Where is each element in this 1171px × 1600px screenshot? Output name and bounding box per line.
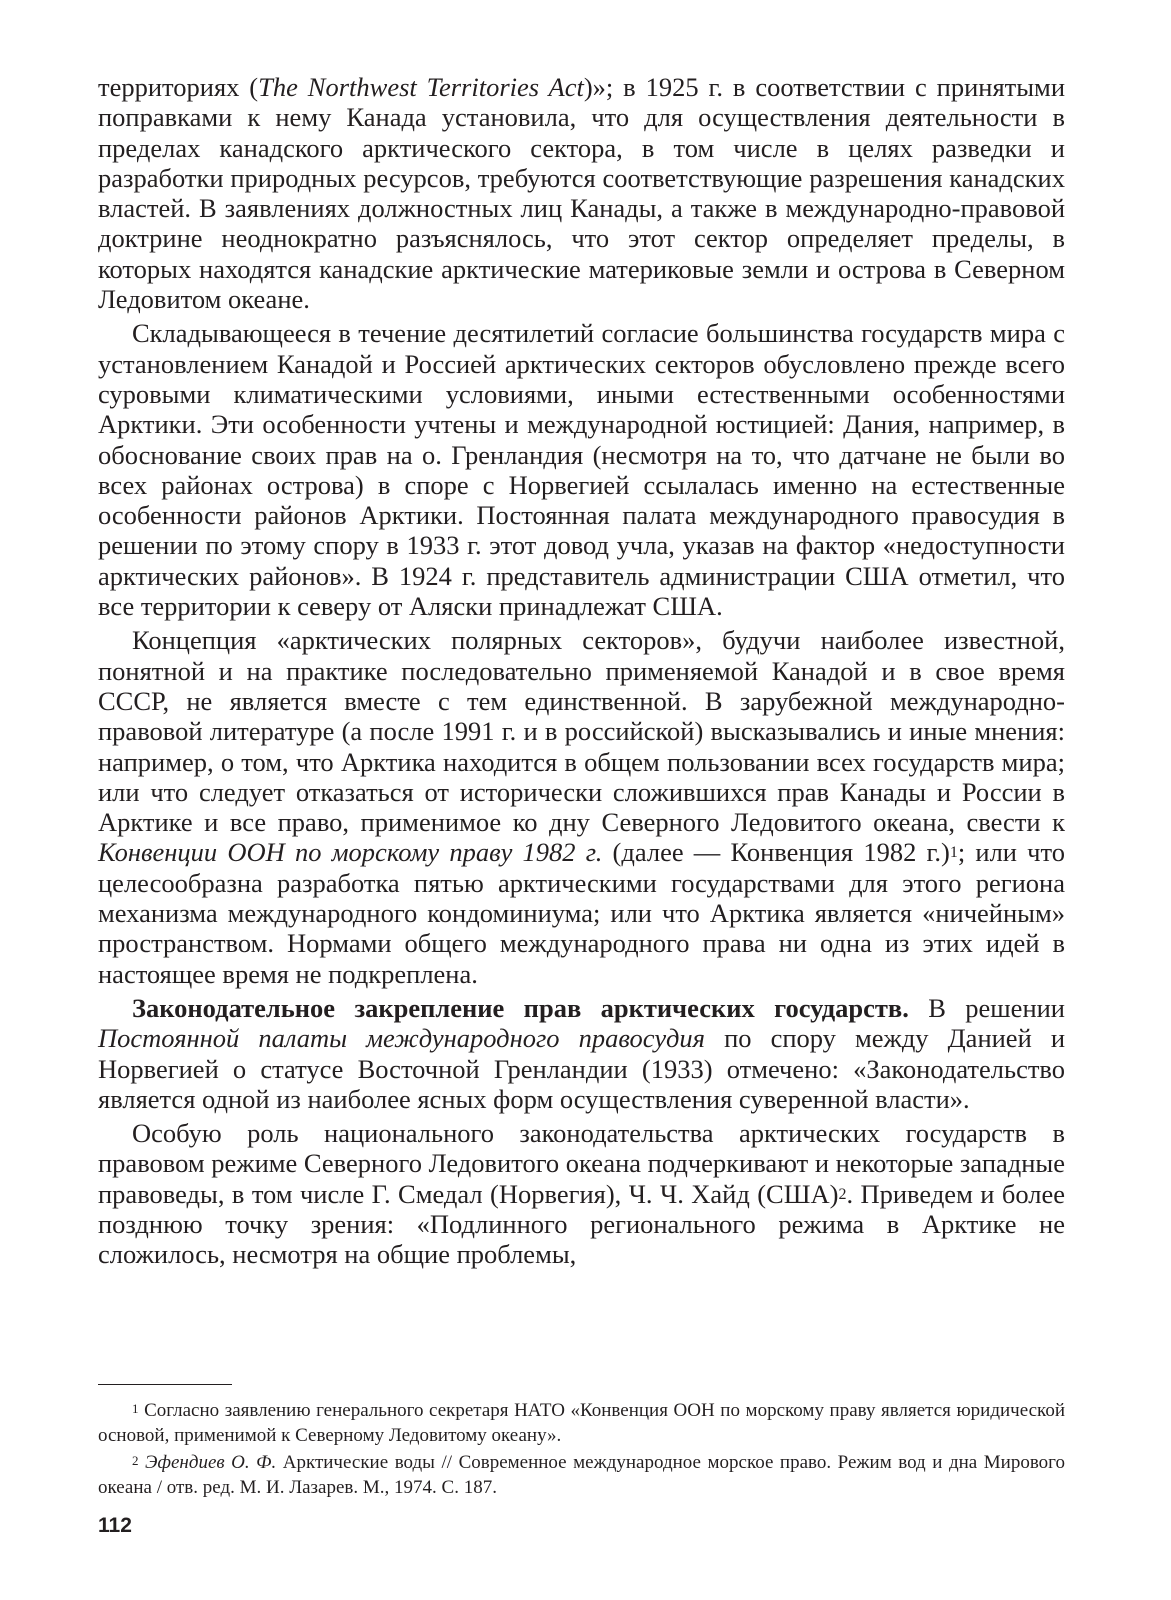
footnote-2-mark: 2 — [132, 1453, 139, 1468]
footnote-2 — [98, 1450, 1065, 1500]
paragraph-3-text-start: Концепция «арктических полярных секторов», будучи наиболее известной, понятной и на практике последовательно применяемой Канадой и в свое время СССР, не является вместе с тем единственной. В зарубежной международно-правовой литературе (а после 1991 г. и в российской) высказывались и иные мнения: например, о том, что Арктика находится в общем пользовании всех государств мира; или что следует отказаться от исторически сложившихся прав Канады и России в Арктике и все право, применимое ко дну Северного Ледовитого океана, свести к — [98, 625, 1065, 838]
paragraph-5-text-start: Особую роль национального законодательства арктических государств в правовом режиме Северного Ледовитого океана подчеркивают и некоторые западные правоведы, в том числе Г. Смедал (Норвегия), Ч. Ч. Хайд (США) — [98, 1118, 1065, 1209]
paragraph-5-text-end: . Приведем и более позднюю точку зрения: «Подлинного регионального режима в Арктике не сложилось, несмотря на общие проблемы, — [98, 1178, 1065, 1270]
page-number: 112 — [98, 1514, 132, 1537]
footnote-ref-1[interactable]: 1 — [949, 844, 958, 862]
paragraph-4 — [98, 993, 1065, 1114]
paragraph-1-text-end: )»; в 1925 г. в соответствии с принятыми поправками к нему Канада установила, что для осуществления деятельности в пределах канадского арктического сектора, в том числе в целях разведки и разработки природных ресурсов, требуются соответствующие разрешения канадских властей. В заявлениях должностных лиц Канады, а также в международно-правовой доктрине неоднократно разъяснялось, что этот сектор определяет пределы, в которых находятся канадские арктические материковые земли и острова в Северном Ледовитом океане. — [98, 72, 1065, 315]
paragraph-3-text-middle: (далее — Конвенция 1982 г.) — [602, 837, 950, 868]
paragraph-3 — [98, 625, 1065, 989]
convention-reference: Конвенции ООН по морскому праву 1982 г. — [98, 837, 603, 868]
footnote-2-author: Эфендиев О. Ф. — [138, 1452, 277, 1473]
footnote-divider — [98, 1384, 232, 1385]
paragraph-4-text-start: В решении — [908, 992, 1065, 1023]
paragraph-1 — [98, 72, 1065, 314]
footnotes — [98, 1398, 1065, 1502]
paragraph-3-text-end: ; или что целесообразна разработка пятью арктическими государствами для этого региона механизма международного кондоминиума; или что Арктика является «ничейным» пространством. Нормами общего международного права ни одна из этих идей в настоящее время не подкреплена. — [98, 837, 1065, 989]
footnote-ref-2[interactable]: 2 — [838, 1185, 847, 1203]
court-name: Постоянной палаты международного правосудия — [98, 1023, 706, 1054]
footnote-1 — [98, 1398, 1065, 1448]
footnote-1-text: Согласно заявлению генерального секретаря НАТО «Конвенция ООН по морскому праву является юридической основой, применимой к Северному Ледовитому океану». — [98, 1400, 1065, 1446]
act-title: The Northwest Territories Act — [258, 72, 584, 102]
paragraph-4-text-end: по спору между Данией и Норвегией о статусе Восточной Гренландии (1933) отмечено: «Законодательство является одной из наиболее ясных форм осуществления суверенной власти». — [98, 1023, 1065, 1114]
footnote-2-text: Арктические воды // Современное международное морское право. Режим вод и дна Мирового океана / отв. ред. М. И. Лазарев. М., 1974. С. 187. — [98, 1452, 1065, 1498]
paragraph-1-text-start: территориях ( — [98, 72, 259, 102]
paragraph-5 — [98, 1118, 1065, 1269]
footnote-1-mark: 1 — [132, 1401, 139, 1416]
page-body — [98, 72, 1065, 1274]
paragraph-2: Складывающееся в течение десятилетий согласие большинства государств мира с установлением Канадой и Россией арктических секторов обусловлено прежде всего суровыми климатическими условиями, иными естественными особенностями Арктики. Эти особенности учтены и международной юстицией: Дания, например, в обоснование своих прав на о. Гренландия (несмотря на то, что датчане не были во всех районах острова) в споре с Норвегией ссылалась именно на естественные особенности районов Арктики. Постоянная палата международного правосудия в решении по этому спору в 1933 г. этот довод учла, указав на фактор «недоступности арктических районов». В 1924 г. представитель администрации США отметил, что все территории к северу от Аляски принадлежат США. — [98, 318, 1065, 622]
section-heading: Законодательное закрепление прав арктических государств. — [132, 992, 909, 1023]
